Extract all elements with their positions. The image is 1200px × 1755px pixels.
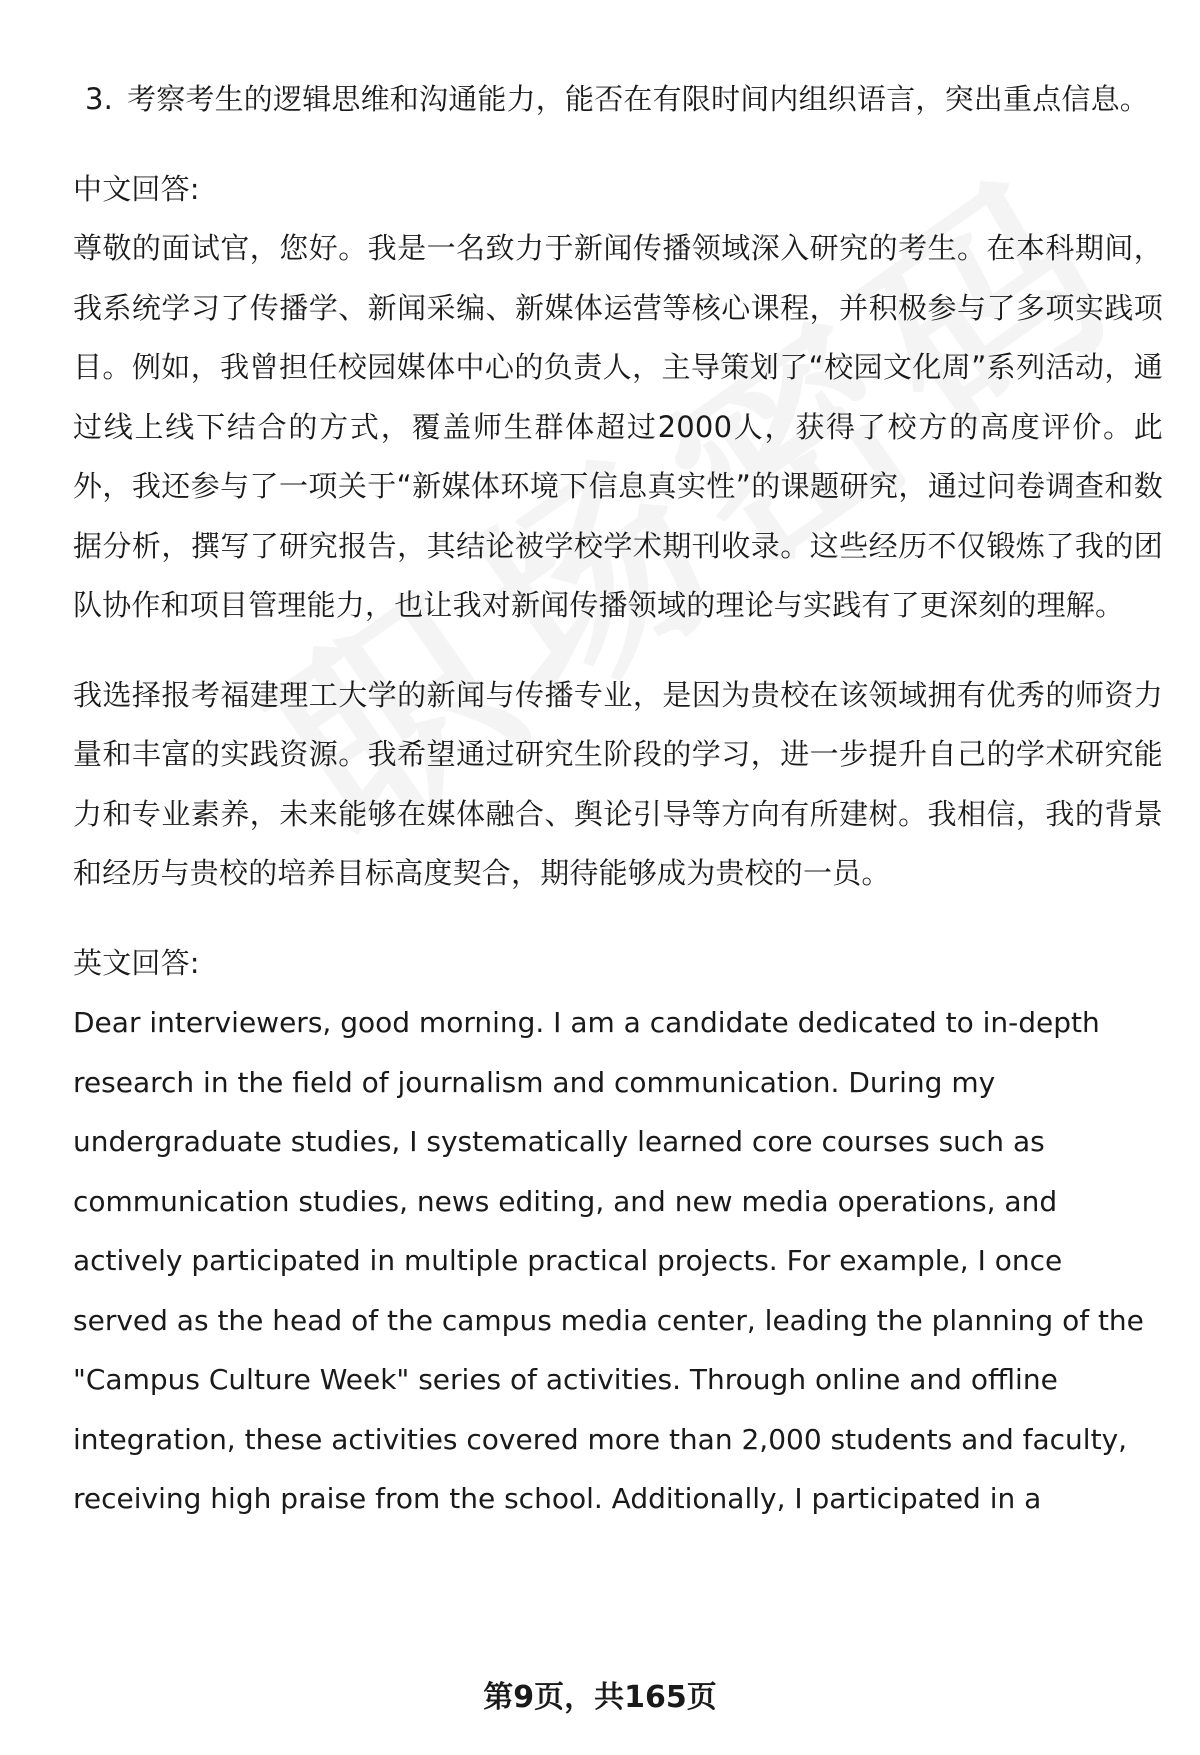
english-paragraph: Dear interviewers, good morning. I am a candidate dedicated to in-depth research in the field of journalism and communication. During my undergraduate studies, I systematically learned core courses such as communication studies, news editing, and new media operations, and actively participated in multiple practical projects. For example, I once served as the head of the campus media center, leading the planning of the "Campus Culture Week" series of activities. Through online and offline integration, these activities covered more than 2,000 students and faculty, receiving high praise from the school. Additionally, I participated in a <box>73 1006 1144 1515</box>
list-item-text: 考察考生的逻辑思维和沟通能力，能否在有限时间内组织语言，突出重点信息。 <box>127 82 1150 116</box>
list-item <box>73 70 1163 130</box>
page-content <box>73 70 1163 1529</box>
page-number-footer: 第9页，共165页 <box>483 1680 717 1715</box>
english-answer-label: 英文回答: <box>73 945 200 980</box>
list-item-number: 3. <box>85 82 114 116</box>
chinese-paragraph-2: 我选择报考福建理工大学的新闻与传播专业，是因为贵校在该领域拥有优秀的师资力量和丰富的实践资源。我希望通过研究生阶段的学习，进一步提升自己的学术研究能力和专业素养，未来能够在媒体融合、舆论引导等方向有所建树。我相信，我的背景和经历与贵校的培养目标高度契合，期待能够成为贵校的一员。 <box>73 677 1163 890</box>
chinese-answer-label: 中文回答: <box>73 171 200 206</box>
chinese-paragraph-1: 尊敬的面试官，您好。我是一名致力于新闻传播领域深入研究的考生。在本科期间，我系统学习了传播学、新闻采编、新媒体运营等核心课程，并积极参与了多项实践项目。例如，我曾担任校园媒体中心的负责人，主导策划了“校园文化周”系列活动，通过线上线下结合的方式，覆盖师生群体超过2000人，获得了校方的高度评价。此外，我还参与了一项关于“新媒体环境下信息真实性”的课题研究，通过问卷调查和数据分析，撰写了研究报告，其结论被学校学术期刊收录。这些经历不仅锻炼了我的团队协作和项目管理能力，也让我对新闻传播领域的理论与实践有了更深刻的理解。 <box>73 231 1163 622</box>
